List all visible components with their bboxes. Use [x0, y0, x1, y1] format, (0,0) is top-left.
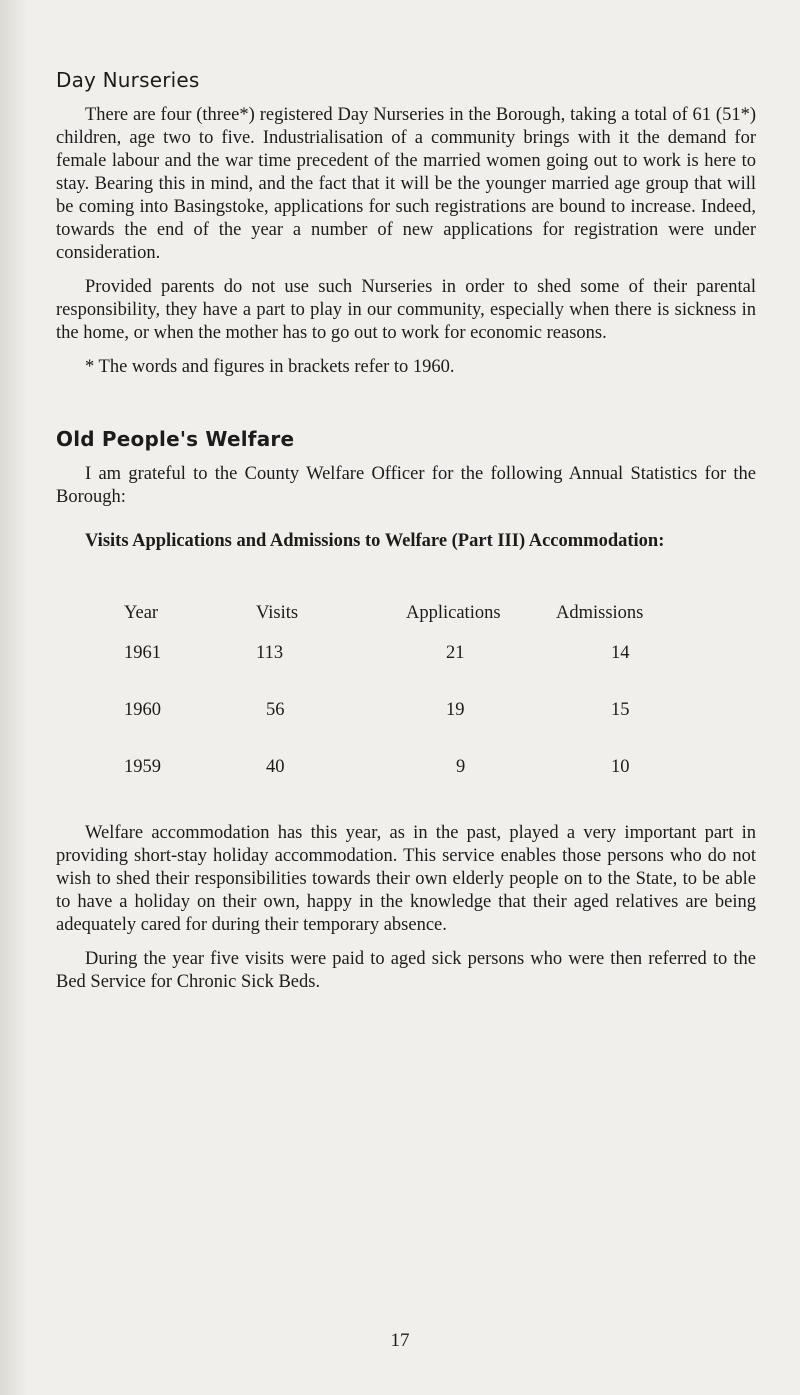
cell-year: 1959 — [124, 757, 161, 777]
cell-admissions: 10 — [611, 757, 630, 777]
cell-applications: 21 — [446, 643, 465, 663]
cell-applications: 9 — [456, 757, 466, 777]
cell-year: 1961 — [124, 643, 161, 663]
day-nurseries-section — [56, 68, 756, 379]
table-row — [124, 700, 696, 757]
old-peoples-welfare-heading: Old People's Welfare — [56, 427, 295, 451]
day-nurseries-paragraph-1: There are four (three*) registered Day Nurseries in the Borough, taking a total of 61 (51*) children, age two to five. Industrialisation of a community brings with it the demand for female labour and the war time precedent of the married women going out to work is here to stay. Bearing this in mind, and the fact that it will be the younger married age group that will be coming into Basingstoke, applications for such registrations are bound to increase. Indeed, towards the end of the year a number of new applications for registration were under consideration. — [56, 105, 756, 263]
day-nurseries-paragraph-2: Provided parents do not use such Nurseries in order to shed some of their parental responsibility, they have a part to play in our community, especially when there is sickness in the home, or when the mother has to go out to work for economic reasons. — [56, 277, 756, 343]
day-nurseries-heading: Day Nurseries — [56, 68, 200, 92]
cell-admissions: 15 — [611, 700, 630, 720]
welfare-paragraph-1: Welfare accommodation has this year, as in the past, played a very important part in providing short-stay holiday accommodation. This service enables those persons who do not wish to shed their responsibilities towards their own elderly people on to the State, to be able to have a holiday on their own, happy in the knowledge that their aged relatives are being adequately cared for during their temporary absence. — [56, 823, 756, 935]
table-header-row — [124, 603, 696, 643]
welfare-table-title: Visits Applications and Admissions to Welfare (Part III) Accommodation: — [85, 531, 665, 551]
cell-applications: 19 — [446, 700, 465, 720]
table-row — [124, 643, 696, 700]
welfare-paragraph-2: During the year five visits were paid to aged sick persons who were then referred to the Bed Service for Chronic Sick Beds. — [56, 949, 756, 992]
header-admissions: Admissions — [556, 603, 644, 623]
table-row — [124, 757, 696, 814]
header-visits: Visits — [256, 603, 299, 623]
cell-visits: 40 — [266, 757, 285, 777]
cell-year: 1960 — [124, 700, 161, 720]
old-peoples-welfare-section — [56, 427, 756, 994]
header-year: Year — [124, 603, 159, 623]
day-nurseries-footnote: * The words and figures in brackets refer to 1960. — [85, 357, 455, 377]
cell-visits: 113 — [256, 643, 284, 663]
welfare-intro-paragraph: I am grateful to the County Welfare Officer for the following Annual Statistics for the Borough: — [56, 464, 756, 507]
page-number: 17 — [390, 1330, 410, 1351]
scan-edge-shadow — [0, 0, 28, 1395]
welfare-statistics-table — [124, 603, 696, 814]
page-content — [56, 68, 756, 994]
cell-admissions: 14 — [611, 643, 630, 663]
header-applications: Applications — [406, 603, 501, 623]
cell-visits: 56 — [266, 700, 285, 720]
